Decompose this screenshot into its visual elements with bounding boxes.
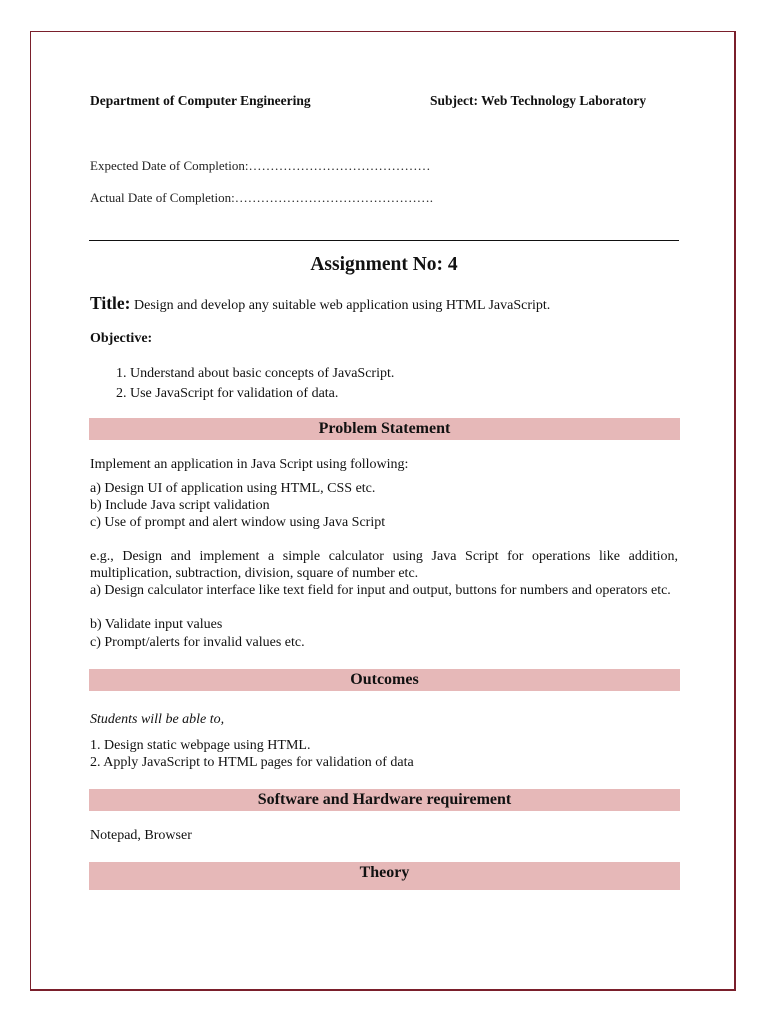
outcome-item: 1. Design static webpage using HTML. [90,738,311,753]
header-divider [89,240,679,241]
problem-intro: Implement an application in Java Script using following: [90,457,409,472]
outcomes-intro: Students will be able to, [90,712,225,727]
expected-date-line: Expected Date of Completion:…………………………………… [90,158,431,173]
problem-item: c) Use of prompt and alert window using Java Script [90,515,386,530]
theory-heading: Theory [89,862,680,890]
problem-item: a) Design UI of application using HTML, CSS etc. [90,481,376,496]
requirements-text: Notepad, Browser [90,828,192,843]
example-item: b) Validate input values [90,617,223,632]
actual-date-line: Actual Date of Completion:………………………………………. [90,190,434,205]
title-line [90,293,550,314]
objective-list [90,364,690,404]
title-label: Title: [90,293,131,313]
assignment-heading: Assignment No: 4 [310,254,458,275]
example-item: a) Design calculator interface like text field for input and output, buttons for numbers and operators etc. [90,583,671,598]
outcomes-heading: Outcomes [89,669,680,691]
subject-label: Subject: Web Technology Laboratory [430,93,647,108]
objective-item: 1. Understand about basic concepts of JavaScript. [130,364,690,384]
problem-item: b) Include Java script validation [90,498,270,513]
requirements-heading: Software and Hardware requirement [89,789,680,811]
objective-item: 2. Use JavaScript for validation of data. [130,384,690,404]
example-item: c) Prompt/alerts for invalid values etc. [90,635,305,650]
department-label: Department of Computer Engineering [90,93,311,108]
problem-statement-heading: Problem Statement [89,418,680,440]
objective-label: Objective: [90,331,153,346]
title-text: Design and develop any suitable web application using HTML JavaScript. [130,298,551,313]
outcome-item: 2. Apply JavaScript to HTML pages for validation of data [90,755,414,770]
example-text: e.g., Design and implement a simple calculator using Java Script for operations like addition, multiplication, subtraction, division, square of number etc. [90,549,678,581]
